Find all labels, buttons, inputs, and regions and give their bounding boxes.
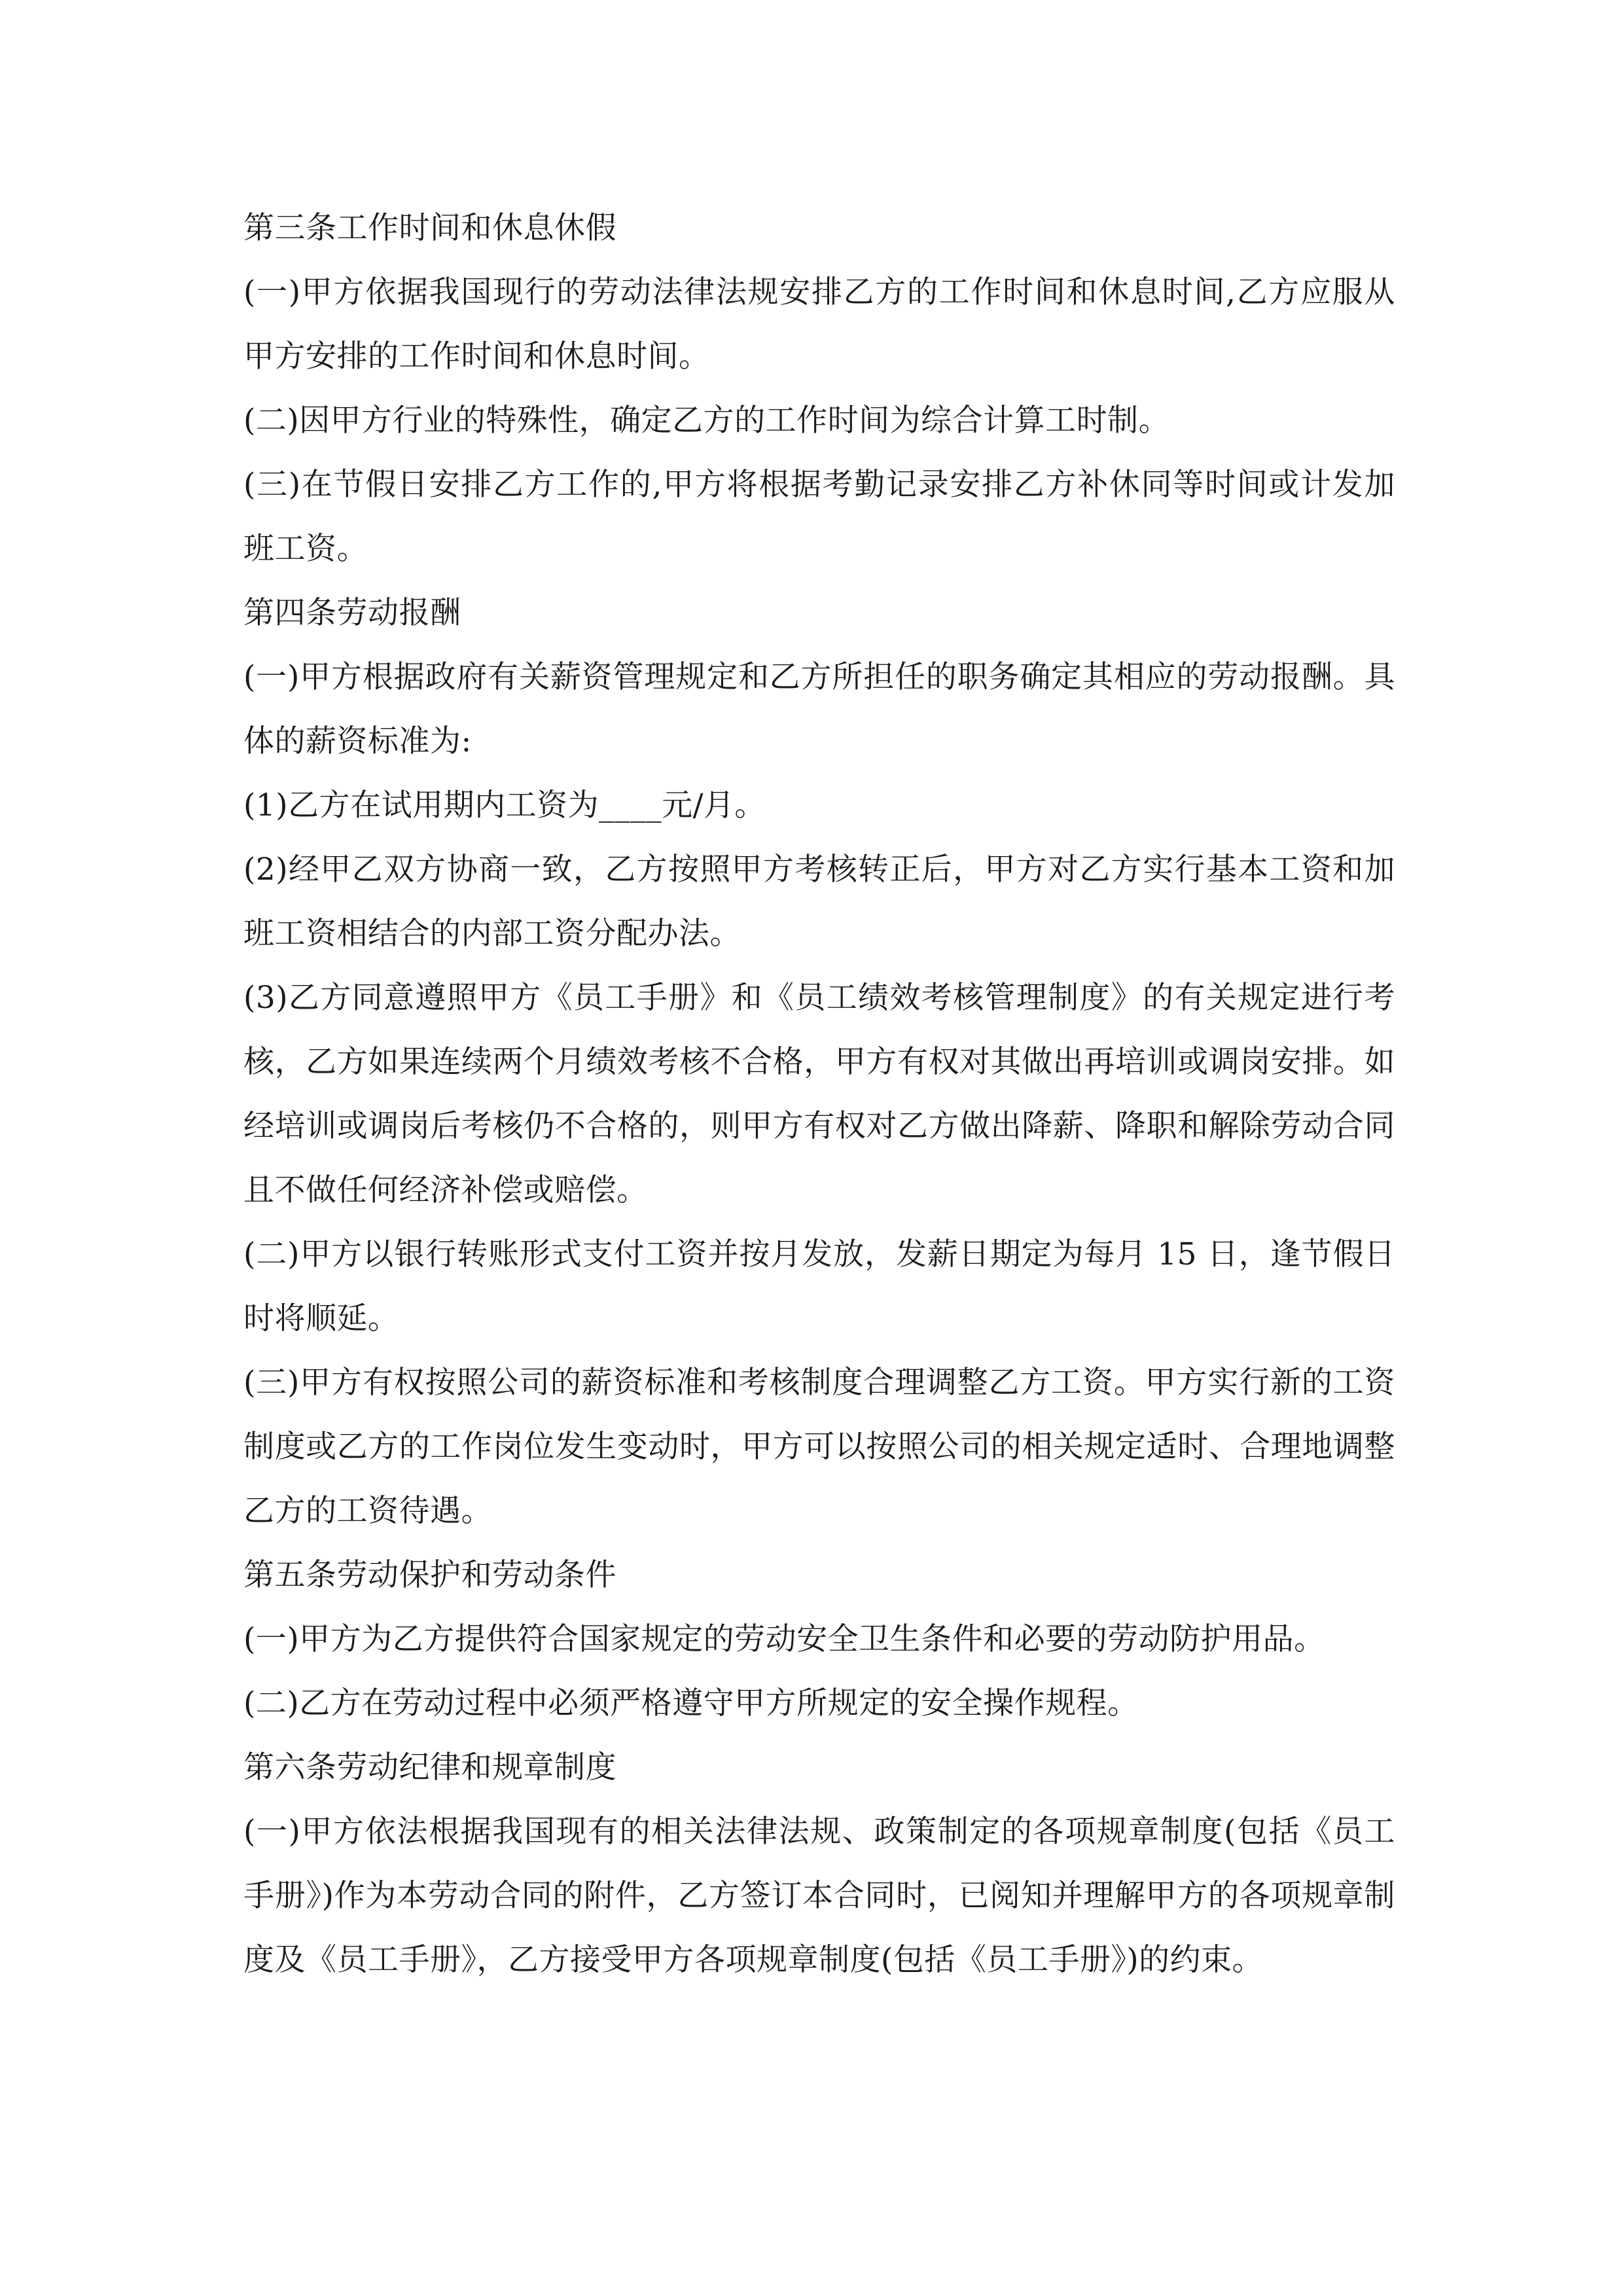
clause-4-1-b: (2)经甲乙双方协商一致，乙方按照甲方考核转正后，甲方对乙方实行基本工资和加班工资相结合的内部工资分配办法。	[243, 852, 1395, 952]
clause-6-1: (一)甲方依法根据我国现有的相关法律法规、政策制定的各项规章制度(包括《员工手册》)作为本劳动合同的附件，乙方签订本合同时，已阅知并理解甲方的各项规章制度及《员工手册》，乙方接受甲方各项规章制度(包括《员工手册》)的约束。	[243, 1814, 1395, 1978]
clause-4-3: (三)甲方有权按照公司的薪资标准和考核制度合理调整乙方工资。甲方实行新的工资制度或乙方的工作岗位发生变动时，甲方可以按照公司的相关规定适时、合理地调整乙方的工资待遇。	[243, 1365, 1395, 1529]
section-heading-5: 第五条劳动保护和劳动条件	[243, 1557, 616, 1593]
clause-4-1-a: (1)乙方在试用期内工资为____元/月。	[243, 787, 766, 823]
clause-3-2: (二)因甲方行业的特殊性，确定乙方的工作时间为综合计算工时制。	[243, 403, 1170, 439]
clause-4-1: (一)甲方根据政府有关薪资管理规定和乙方所担任的职务确定其相应的劳动报酬。具体的薪资标准为:	[243, 659, 1395, 759]
clause-5-2: (二)乙方在劳动过程中必须严格遵守甲方所规定的安全操作规程。	[243, 1685, 1139, 1721]
document-body	[243, 196, 1395, 1992]
section-heading-6: 第六条劳动纪律和规章制度	[243, 1749, 616, 1785]
clause-5-1: (一)甲方为乙方提供符合国家规定的劳动安全卫生条件和必要的劳动防护用品。	[243, 1621, 1325, 1657]
section-heading-4: 第四条劳动报酬	[243, 595, 461, 631]
clause-3-3: (三)在节假日安排乙方工作的,甲方将根据考勤记录安排乙方补休同等时间或计发加班工资。	[243, 467, 1395, 567]
clause-4-1-c: (3)乙方同意遵照甲方《员工手册》和《员工绩效考核管理制度》的有关规定进行考核，乙方如果连续两个月绩效考核不合格，甲方有权对其做出再培训或调岗安排。如经培训或调岗后考核仍不合格的，则甲方有权对乙方做出降薪、降职和解除劳动合同且不做任何经济补偿或赔偿。	[243, 980, 1395, 1208]
section-heading-3: 第三条工作时间和休息休假	[243, 210, 616, 246]
clause-3-1: (一)甲方依据我国现行的劳动法律法规安排乙方的工作时间和休息时间,乙方应服从甲方安排的工作时间和休息时间。	[243, 274, 1395, 374]
clause-4-2: (二)甲方以银行转账形式支付工资并按月发放，发薪日期定为每月 15 日，逢节假日时将顺延。	[243, 1236, 1395, 1336]
